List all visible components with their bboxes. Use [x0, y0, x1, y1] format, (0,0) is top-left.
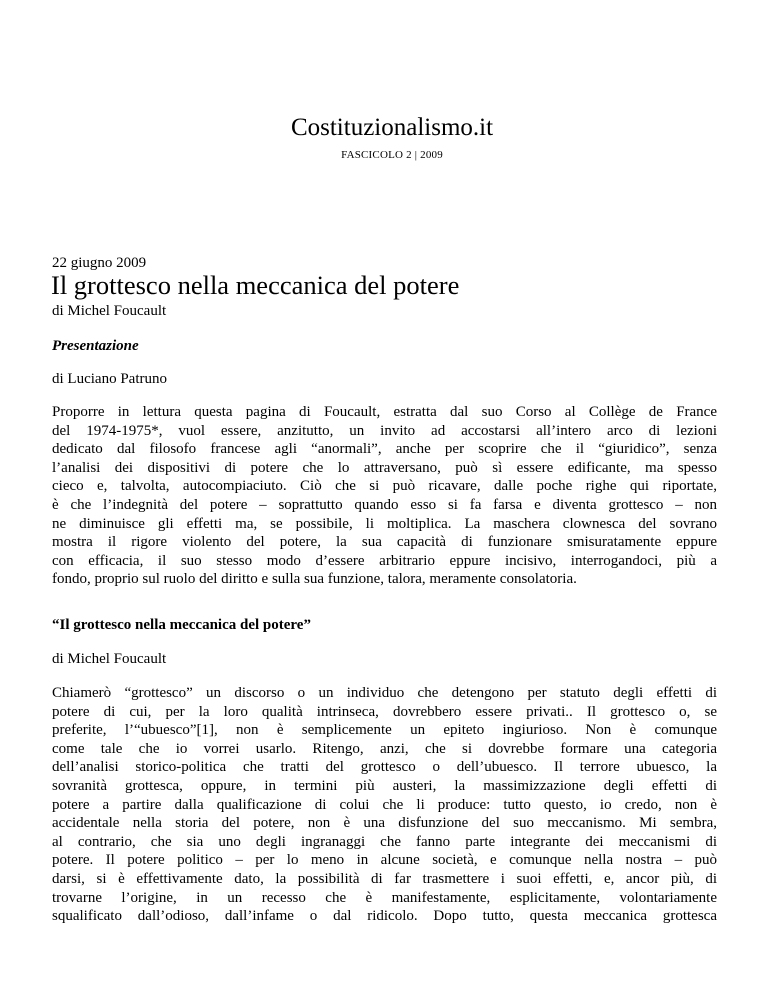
- presentation-heading: Presentazione: [52, 338, 139, 354]
- paragraph-line: dedicato dal filosofo francese agli “anormali”, anche per scoprire che il “giuridico”, senza: [52, 441, 717, 458]
- paragraph-line: dell’analisi storico-politica che tratti del grottesco o dell’ubuesco. Il terrore ubuesco, la: [52, 759, 717, 776]
- presentation-author: di Luciano Patruno: [52, 371, 167, 387]
- paragraph-line: potere. Il potere politico – per lo meno in alcune società, e comunque nella nostra – può: [52, 852, 717, 869]
- paragraph-line: potere a partire dalla qualificazione di colui che li produce: tutto questo, io credo, non è: [52, 796, 717, 813]
- paragraph-line: sovranità grottesca, oppure, in termini più austeri, la massimizzazione degli effetti di: [52, 777, 717, 794]
- paragraph-line: preferite, l’“ubuesco”[1], non è semplicemente un epiteto ingiurioso. Non è comunque: [52, 722, 717, 739]
- journal-title: Costituzionalismo.it: [290, 114, 494, 141]
- paragraph-line: squalificato dall’odioso, dall’infame o dal ridicolo. Dopo tutto, questa meccanica grottesca: [52, 908, 717, 925]
- paragraph-line: trovarne l’origine, in un recesso che è manifestamente, esplicitamente, volontariamente: [52, 889, 717, 906]
- excerpt-paragraph: [52, 684, 717, 926]
- paragraph-line: è che l’indegnità del potere – soprattutto quando esso si fa farsa e diventa grottesco – non: [52, 496, 717, 513]
- journal-issue: FASCICOLO 2 | 2009: [341, 149, 443, 161]
- paragraph-line: mostra il rigore violento del potere, la sua capacità di funzionare smisuratamente eppure: [52, 534, 717, 551]
- paragraph-line: con efficacia, il suo stesso modo d’essere arbitrario eppure incisivo, interrogandoci, più a: [52, 552, 717, 569]
- paragraph-line: al contrario, che sia uno degli ingranaggi che fanno parte integrante dei meccanismi di: [52, 833, 717, 850]
- paragraph-line: del 1974-1975*, vuol essere, anzitutto, un invito ad accostarsi all’intero arco di lezioni: [52, 422, 717, 439]
- article-date: 22 giugno 2009: [52, 255, 147, 271]
- paragraph-line: accidentale nella storia del potere, non è una disfunzione del suo meccanismo. Mi sembra,: [52, 815, 717, 832]
- paragraph-line: ne diminuisce gli effetti ma, se possibile, li moltiplica. La maschera clownesca del sovrano: [52, 515, 717, 532]
- excerpt-author: di Michel Foucault: [52, 651, 167, 667]
- paragraph-line: fondo, proprio sul ruolo del diritto e sulla sua funzione, talora, meramente consolatoria.: [52, 571, 577, 588]
- article-title: Il grottesco nella meccanica del potere: [51, 270, 460, 300]
- presentation-paragraph: [52, 403, 717, 589]
- excerpt-title: “Il grottesco nella meccanica del potere”: [52, 617, 311, 633]
- paragraph-line: l’analisi dei dispositivi di potere che lo attraversano, può sì essere edificante, ma spesso: [52, 459, 717, 476]
- article-byline: di Michel Foucault: [52, 303, 167, 319]
- paragraph-line: Proporre in lettura questa pagina di Foucault, estratta dal suo Corso al Collège de France: [52, 404, 717, 420]
- paragraph-line: darsi, si è effettivamente dato, la possibilità di far trasmettere i suoi effetti, e, ancor più, di: [52, 870, 717, 887]
- paragraph-line: come tale che io vorrei usarlo. Ritengo, anzi, che si dovrebbe formare una categoria: [52, 740, 717, 757]
- paragraph-line: potere di cui, per la loro qualità intrinseca, dovrebbero essere privati.. Il grottesco o, se: [52, 703, 717, 720]
- paragraph-line: Chiamerò “grottesco” un discorso o un individuo che detengono per statuto degli effetti di: [52, 685, 717, 701]
- paragraph-line: cieco e, talvolta, autocompiaciuto. Ciò che si può ricavare, dalle poche righe qui riportate,: [52, 478, 717, 495]
